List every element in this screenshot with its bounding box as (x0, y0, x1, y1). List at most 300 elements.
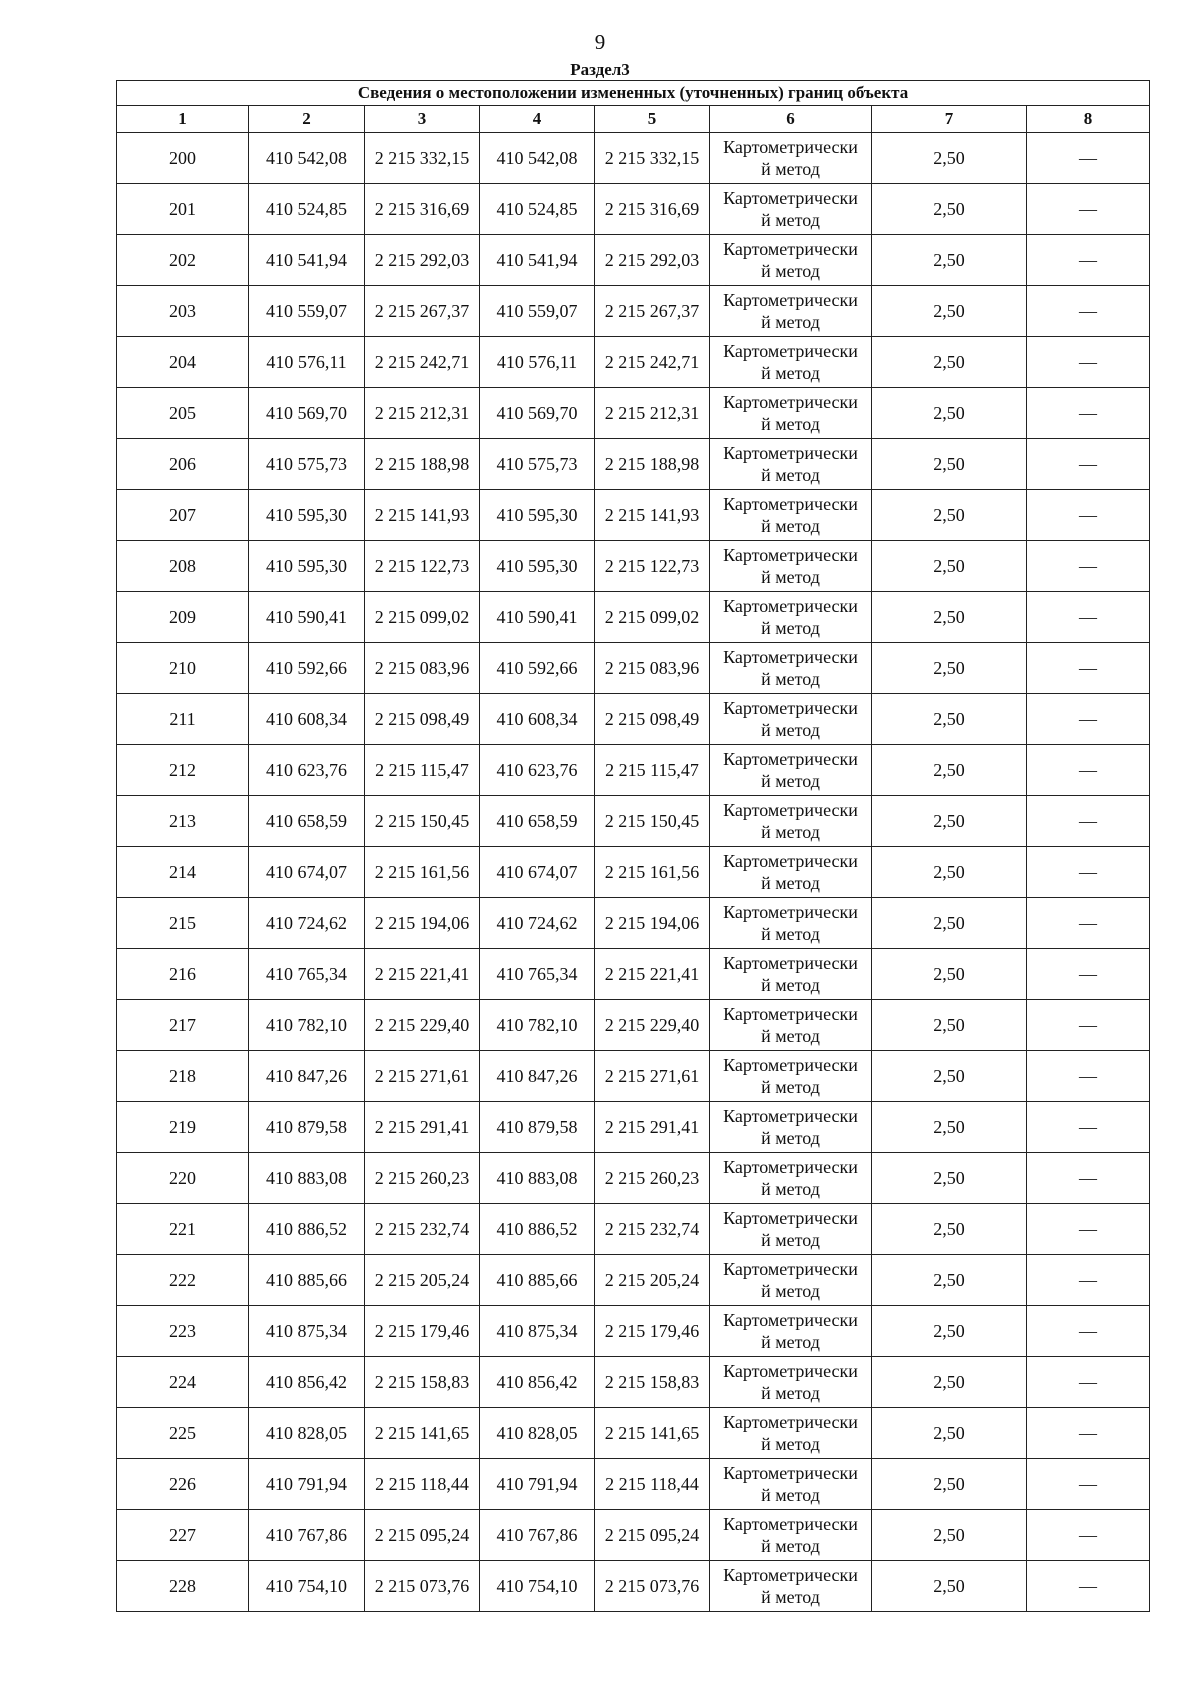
table-row (117, 337, 1150, 388)
y-updated-cell: 2 215 292,03 (595, 235, 710, 286)
point-number-cell: 224 (117, 1357, 249, 1408)
point-number-cell: 228 (117, 1561, 249, 1612)
accuracy-cell: 2,50 (872, 1408, 1027, 1459)
table-row (117, 643, 1150, 694)
method-line-2: й метод (761, 1332, 820, 1352)
table-row (117, 1357, 1150, 1408)
description-cell: — (1027, 439, 1150, 490)
method-line-2: й метод (761, 516, 820, 536)
method-line-2: й метод (761, 465, 820, 485)
method-line-2: й метод (761, 567, 820, 587)
accuracy-cell: 2,50 (872, 1051, 1027, 1102)
description-cell: — (1027, 286, 1150, 337)
method-line-2: й метод (761, 618, 820, 638)
x-existing-cell: 410 782,10 (249, 1000, 365, 1051)
method-line-2: й метод (761, 1026, 820, 1046)
x-updated-cell: 410 847,26 (480, 1051, 595, 1102)
x-updated-cell: 410 608,34 (480, 694, 595, 745)
y-existing-cell: 2 215 292,03 (365, 235, 480, 286)
table-row (117, 898, 1150, 949)
column-number: 3 (365, 106, 480, 133)
column-number: 7 (872, 106, 1027, 133)
point-number-cell: 227 (117, 1510, 249, 1561)
y-updated-cell: 2 215 212,31 (595, 388, 710, 439)
method-cell (710, 541, 872, 592)
description-cell: — (1027, 643, 1150, 694)
column-number: 4 (480, 106, 595, 133)
section-title: Раздел3 (570, 60, 630, 79)
table-row (117, 745, 1150, 796)
x-updated-cell: 410 524,85 (480, 184, 595, 235)
y-existing-cell: 2 215 179,46 (365, 1306, 480, 1357)
x-updated-cell: 410 542,08 (480, 133, 595, 184)
method-line-1: Картометрически (723, 800, 858, 820)
method-line-2: й метод (761, 1230, 820, 1250)
point-number-cell: 207 (117, 490, 249, 541)
x-updated-cell: 410 559,07 (480, 286, 595, 337)
method-cell (710, 388, 872, 439)
method-cell (710, 1357, 872, 1408)
description-cell: — (1027, 1306, 1150, 1357)
x-updated-cell: 410 754,10 (480, 1561, 595, 1612)
x-existing-cell: 410 791,94 (249, 1459, 365, 1510)
method-cell (710, 796, 872, 847)
accuracy-cell: 2,50 (872, 796, 1027, 847)
description-cell: — (1027, 592, 1150, 643)
point-number-cell: 202 (117, 235, 249, 286)
x-updated-cell: 410 590,41 (480, 592, 595, 643)
x-updated-cell: 410 569,70 (480, 388, 595, 439)
method-line-1: Картометрически (723, 596, 858, 616)
point-number-cell: 225 (117, 1408, 249, 1459)
method-line-2: й метод (761, 363, 820, 383)
table-row (117, 439, 1150, 490)
method-line-2: й метод (761, 414, 820, 434)
table-row (117, 1459, 1150, 1510)
column-number: 8 (1027, 106, 1150, 133)
method-cell (710, 337, 872, 388)
x-existing-cell: 410 542,08 (249, 133, 365, 184)
y-existing-cell: 2 215 194,06 (365, 898, 480, 949)
x-existing-cell: 410 595,30 (249, 490, 365, 541)
y-existing-cell: 2 215 242,71 (365, 337, 480, 388)
table-row (117, 1255, 1150, 1306)
y-updated-cell: 2 215 221,41 (595, 949, 710, 1000)
method-line-1: Картометрически (723, 137, 858, 157)
point-number-cell: 217 (117, 1000, 249, 1051)
table-row (117, 1408, 1150, 1459)
method-line-1: Картометрически (723, 1055, 858, 1075)
y-existing-cell: 2 215 291,41 (365, 1102, 480, 1153)
x-existing-cell: 410 724,62 (249, 898, 365, 949)
x-existing-cell: 410 886,52 (249, 1204, 365, 1255)
point-number-cell: 226 (117, 1459, 249, 1510)
y-updated-cell: 2 215 271,61 (595, 1051, 710, 1102)
y-existing-cell: 2 215 229,40 (365, 1000, 480, 1051)
description-cell: — (1027, 1153, 1150, 1204)
method-cell (710, 592, 872, 643)
point-number-cell: 216 (117, 949, 249, 1000)
y-updated-cell: 2 215 291,41 (595, 1102, 710, 1153)
table-caption: Сведения о местоположении измененных (уточненных) границ объекта (117, 81, 1150, 106)
page-number: 9 (594, 30, 606, 54)
method-line-1: Картометрически (723, 1463, 858, 1483)
x-updated-cell: 410 856,42 (480, 1357, 595, 1408)
method-cell (710, 643, 872, 694)
method-line-2: й метод (761, 1281, 820, 1301)
table-row (117, 388, 1150, 439)
method-line-1: Картометрически (723, 494, 858, 514)
table-row (117, 286, 1150, 337)
y-existing-cell: 2 215 083,96 (365, 643, 480, 694)
description-cell: — (1027, 694, 1150, 745)
description-cell: — (1027, 388, 1150, 439)
accuracy-cell: 2,50 (872, 388, 1027, 439)
method-line-1: Картометрически (723, 953, 858, 973)
point-number-cell: 221 (117, 1204, 249, 1255)
accuracy-cell: 2,50 (872, 541, 1027, 592)
y-existing-cell: 2 215 161,56 (365, 847, 480, 898)
accuracy-cell: 2,50 (872, 286, 1027, 337)
accuracy-cell: 2,50 (872, 694, 1027, 745)
method-line-1: Картометрически (723, 239, 858, 259)
x-existing-cell: 410 828,05 (249, 1408, 365, 1459)
method-cell (710, 490, 872, 541)
y-updated-cell: 2 215 161,56 (595, 847, 710, 898)
y-updated-cell: 2 215 267,37 (595, 286, 710, 337)
accuracy-cell: 2,50 (872, 643, 1027, 694)
table-row (117, 1204, 1150, 1255)
method-line-2: й метод (761, 210, 820, 230)
method-line-2: й метод (761, 1536, 820, 1556)
y-updated-cell: 2 215 188,98 (595, 439, 710, 490)
description-cell: — (1027, 1459, 1150, 1510)
accuracy-cell: 2,50 (872, 1000, 1027, 1051)
y-updated-cell: 2 215 158,83 (595, 1357, 710, 1408)
method-cell (710, 1561, 872, 1612)
x-updated-cell: 410 575,73 (480, 439, 595, 490)
x-existing-cell: 410 590,41 (249, 592, 365, 643)
method-cell (710, 235, 872, 286)
y-updated-cell: 2 215 122,73 (595, 541, 710, 592)
method-line-1: Картометрически (723, 1412, 858, 1432)
x-updated-cell: 410 886,52 (480, 1204, 595, 1255)
y-existing-cell: 2 215 141,93 (365, 490, 480, 541)
y-updated-cell: 2 215 141,93 (595, 490, 710, 541)
x-updated-cell: 410 767,86 (480, 1510, 595, 1561)
y-updated-cell: 2 215 229,40 (595, 1000, 710, 1051)
point-number-cell: 209 (117, 592, 249, 643)
accuracy-cell: 2,50 (872, 1459, 1027, 1510)
method-cell (710, 949, 872, 1000)
y-existing-cell: 2 215 118,44 (365, 1459, 480, 1510)
accuracy-cell: 2,50 (872, 337, 1027, 388)
column-number: 2 (249, 106, 365, 133)
method-line-1: Картометрически (723, 1565, 858, 1585)
y-existing-cell: 2 215 098,49 (365, 694, 480, 745)
y-existing-cell: 2 215 141,65 (365, 1408, 480, 1459)
method-line-1: Картометрически (723, 749, 858, 769)
method-cell (710, 847, 872, 898)
y-existing-cell: 2 215 205,24 (365, 1255, 480, 1306)
accuracy-cell: 2,50 (872, 745, 1027, 796)
x-updated-cell: 410 883,08 (480, 1153, 595, 1204)
y-existing-cell: 2 215 158,83 (365, 1357, 480, 1408)
point-number-cell: 215 (117, 898, 249, 949)
point-number-cell: 203 (117, 286, 249, 337)
table-row (117, 133, 1150, 184)
x-existing-cell: 410 885,66 (249, 1255, 365, 1306)
y-updated-cell: 2 215 115,47 (595, 745, 710, 796)
column-number: 1 (117, 106, 249, 133)
table-row (117, 490, 1150, 541)
description-cell: — (1027, 235, 1150, 286)
method-line-2: й метод (761, 1179, 820, 1199)
method-cell (710, 694, 872, 745)
y-updated-cell: 2 215 099,02 (595, 592, 710, 643)
x-existing-cell: 410 595,30 (249, 541, 365, 592)
x-updated-cell: 410 765,34 (480, 949, 595, 1000)
y-existing-cell: 2 215 232,74 (365, 1204, 480, 1255)
x-existing-cell: 410 856,42 (249, 1357, 365, 1408)
point-number-cell: 208 (117, 541, 249, 592)
description-cell: — (1027, 1102, 1150, 1153)
table-row (117, 1051, 1150, 1102)
method-line-2: й метод (761, 1587, 820, 1607)
x-updated-cell: 410 595,30 (480, 490, 595, 541)
accuracy-cell: 2,50 (872, 1255, 1027, 1306)
method-cell (710, 745, 872, 796)
x-updated-cell: 410 623,76 (480, 745, 595, 796)
description-cell: — (1027, 1510, 1150, 1561)
y-updated-cell: 2 215 118,44 (595, 1459, 710, 1510)
table-row (117, 592, 1150, 643)
x-existing-cell: 410 658,59 (249, 796, 365, 847)
method-cell (710, 1306, 872, 1357)
x-updated-cell: 410 595,30 (480, 541, 595, 592)
method-line-1: Картометрически (723, 1004, 858, 1024)
description-cell: — (1027, 847, 1150, 898)
method-cell (710, 1153, 872, 1204)
method-line-2: й метод (761, 669, 820, 689)
y-existing-cell: 2 215 212,31 (365, 388, 480, 439)
table-row (117, 796, 1150, 847)
point-number-cell: 210 (117, 643, 249, 694)
method-cell (710, 1204, 872, 1255)
accuracy-cell: 2,50 (872, 439, 1027, 490)
y-existing-cell: 2 215 260,23 (365, 1153, 480, 1204)
table-row (117, 541, 1150, 592)
x-existing-cell: 410 524,85 (249, 184, 365, 235)
point-number-cell: 201 (117, 184, 249, 235)
y-existing-cell: 2 215 267,37 (365, 286, 480, 337)
y-existing-cell: 2 215 073,76 (365, 1561, 480, 1612)
y-existing-cell: 2 215 271,61 (365, 1051, 480, 1102)
point-number-cell: 219 (117, 1102, 249, 1153)
method-line-2: й метод (761, 822, 820, 842)
x-updated-cell: 410 658,59 (480, 796, 595, 847)
method-line-1: Картометрически (723, 1157, 858, 1177)
x-existing-cell: 410 879,58 (249, 1102, 365, 1153)
y-existing-cell: 2 215 188,98 (365, 439, 480, 490)
method-cell (710, 1102, 872, 1153)
description-cell: — (1027, 1204, 1150, 1255)
y-updated-cell: 2 215 316,69 (595, 184, 710, 235)
y-existing-cell: 2 215 122,73 (365, 541, 480, 592)
point-number-cell: 214 (117, 847, 249, 898)
y-updated-cell: 2 215 194,06 (595, 898, 710, 949)
method-cell (710, 1000, 872, 1051)
description-cell: — (1027, 1051, 1150, 1102)
accuracy-cell: 2,50 (872, 1102, 1027, 1153)
y-updated-cell: 2 215 205,24 (595, 1255, 710, 1306)
x-updated-cell: 410 885,66 (480, 1255, 595, 1306)
method-line-1: Картометрически (723, 1310, 858, 1330)
accuracy-cell: 2,50 (872, 1510, 1027, 1561)
table-row (117, 1153, 1150, 1204)
method-line-2: й метод (761, 1128, 820, 1148)
method-line-1: Картометрически (723, 290, 858, 310)
description-cell: — (1027, 745, 1150, 796)
x-updated-cell: 410 724,62 (480, 898, 595, 949)
x-existing-cell: 410 623,76 (249, 745, 365, 796)
x-existing-cell: 410 608,34 (249, 694, 365, 745)
x-existing-cell: 410 559,07 (249, 286, 365, 337)
method-cell (710, 898, 872, 949)
method-line-1: Картометрически (723, 851, 858, 871)
point-number-cell: 222 (117, 1255, 249, 1306)
table-row (117, 1000, 1150, 1051)
y-updated-cell: 2 215 232,74 (595, 1204, 710, 1255)
table-row (117, 235, 1150, 286)
x-existing-cell: 410 569,70 (249, 388, 365, 439)
point-number-cell: 220 (117, 1153, 249, 1204)
y-updated-cell: 2 215 083,96 (595, 643, 710, 694)
description-cell: — (1027, 490, 1150, 541)
table-row (117, 949, 1150, 1000)
y-updated-cell: 2 215 141,65 (595, 1408, 710, 1459)
point-number-cell: 211 (117, 694, 249, 745)
method-line-2: й метод (761, 312, 820, 332)
accuracy-cell: 2,50 (872, 1561, 1027, 1612)
description-cell: — (1027, 898, 1150, 949)
x-updated-cell: 410 541,94 (480, 235, 595, 286)
accuracy-cell: 2,50 (872, 133, 1027, 184)
method-line-2: й метод (761, 975, 820, 995)
point-number-cell: 200 (117, 133, 249, 184)
table-row (117, 184, 1150, 235)
x-existing-cell: 410 575,73 (249, 439, 365, 490)
accuracy-cell: 2,50 (872, 1204, 1027, 1255)
x-updated-cell: 410 782,10 (480, 1000, 595, 1051)
method-line-2: й метод (761, 1077, 820, 1097)
x-existing-cell: 410 576,11 (249, 337, 365, 388)
point-number-cell: 204 (117, 337, 249, 388)
point-number-cell: 205 (117, 388, 249, 439)
x-updated-cell: 410 879,58 (480, 1102, 595, 1153)
method-line-2: й метод (761, 720, 820, 740)
method-line-2: й метод (761, 159, 820, 179)
x-existing-cell: 410 754,10 (249, 1561, 365, 1612)
x-updated-cell: 410 674,07 (480, 847, 595, 898)
coordinates-table (116, 80, 1150, 1612)
x-existing-cell: 410 592,66 (249, 643, 365, 694)
x-updated-cell: 410 875,34 (480, 1306, 595, 1357)
y-updated-cell: 2 215 179,46 (595, 1306, 710, 1357)
method-line-2: й метод (761, 1485, 820, 1505)
x-existing-cell: 410 541,94 (249, 235, 365, 286)
accuracy-cell: 2,50 (872, 949, 1027, 1000)
method-line-2: й метод (761, 771, 820, 791)
x-updated-cell: 410 828,05 (480, 1408, 595, 1459)
column-number: 5 (595, 106, 710, 133)
method-line-1: Картометрически (723, 647, 858, 667)
method-line-1: Картометрически (723, 1259, 858, 1279)
description-cell: — (1027, 1255, 1150, 1306)
point-number-cell: 213 (117, 796, 249, 847)
description-cell: — (1027, 949, 1150, 1000)
table-row (117, 847, 1150, 898)
method-line-1: Картометрически (723, 1361, 858, 1381)
method-line-2: й метод (761, 1434, 820, 1454)
accuracy-cell: 2,50 (872, 184, 1027, 235)
y-updated-cell: 2 215 095,24 (595, 1510, 710, 1561)
method-cell (710, 286, 872, 337)
x-existing-cell: 410 767,86 (249, 1510, 365, 1561)
description-cell: — (1027, 541, 1150, 592)
column-number: 6 (710, 106, 872, 133)
point-number-cell: 223 (117, 1306, 249, 1357)
x-existing-cell: 410 883,08 (249, 1153, 365, 1204)
accuracy-cell: 2,50 (872, 490, 1027, 541)
y-existing-cell: 2 215 332,15 (365, 133, 480, 184)
point-number-cell: 206 (117, 439, 249, 490)
y-existing-cell: 2 215 115,47 (365, 745, 480, 796)
description-cell: — (1027, 133, 1150, 184)
accuracy-cell: 2,50 (872, 898, 1027, 949)
method-cell (710, 1510, 872, 1561)
method-line-2: й метод (761, 1383, 820, 1403)
method-line-1: Картометрически (723, 392, 858, 412)
description-cell: — (1027, 796, 1150, 847)
accuracy-cell: 2,50 (872, 1357, 1027, 1408)
method-cell (710, 1255, 872, 1306)
table-row (117, 1510, 1150, 1561)
x-updated-cell: 410 592,66 (480, 643, 595, 694)
table-row (117, 1102, 1150, 1153)
description-cell: — (1027, 1561, 1150, 1612)
method-line-1: Картометрически (723, 1106, 858, 1126)
method-cell (710, 184, 872, 235)
method-cell (710, 1051, 872, 1102)
method-line-1: Картометрически (723, 902, 858, 922)
method-line-1: Картометрически (723, 443, 858, 463)
description-cell: — (1027, 1000, 1150, 1051)
point-number-cell: 218 (117, 1051, 249, 1102)
y-updated-cell: 2 215 242,71 (595, 337, 710, 388)
method-line-1: Картометрически (723, 1208, 858, 1228)
accuracy-cell: 2,50 (872, 235, 1027, 286)
y-existing-cell: 2 215 095,24 (365, 1510, 480, 1561)
y-updated-cell: 2 215 098,49 (595, 694, 710, 745)
y-updated-cell: 2 215 073,76 (595, 1561, 710, 1612)
table-row (117, 1306, 1150, 1357)
accuracy-cell: 2,50 (872, 1306, 1027, 1357)
x-existing-cell: 410 875,34 (249, 1306, 365, 1357)
method-cell (710, 133, 872, 184)
x-existing-cell: 410 674,07 (249, 847, 365, 898)
y-updated-cell: 2 215 150,45 (595, 796, 710, 847)
